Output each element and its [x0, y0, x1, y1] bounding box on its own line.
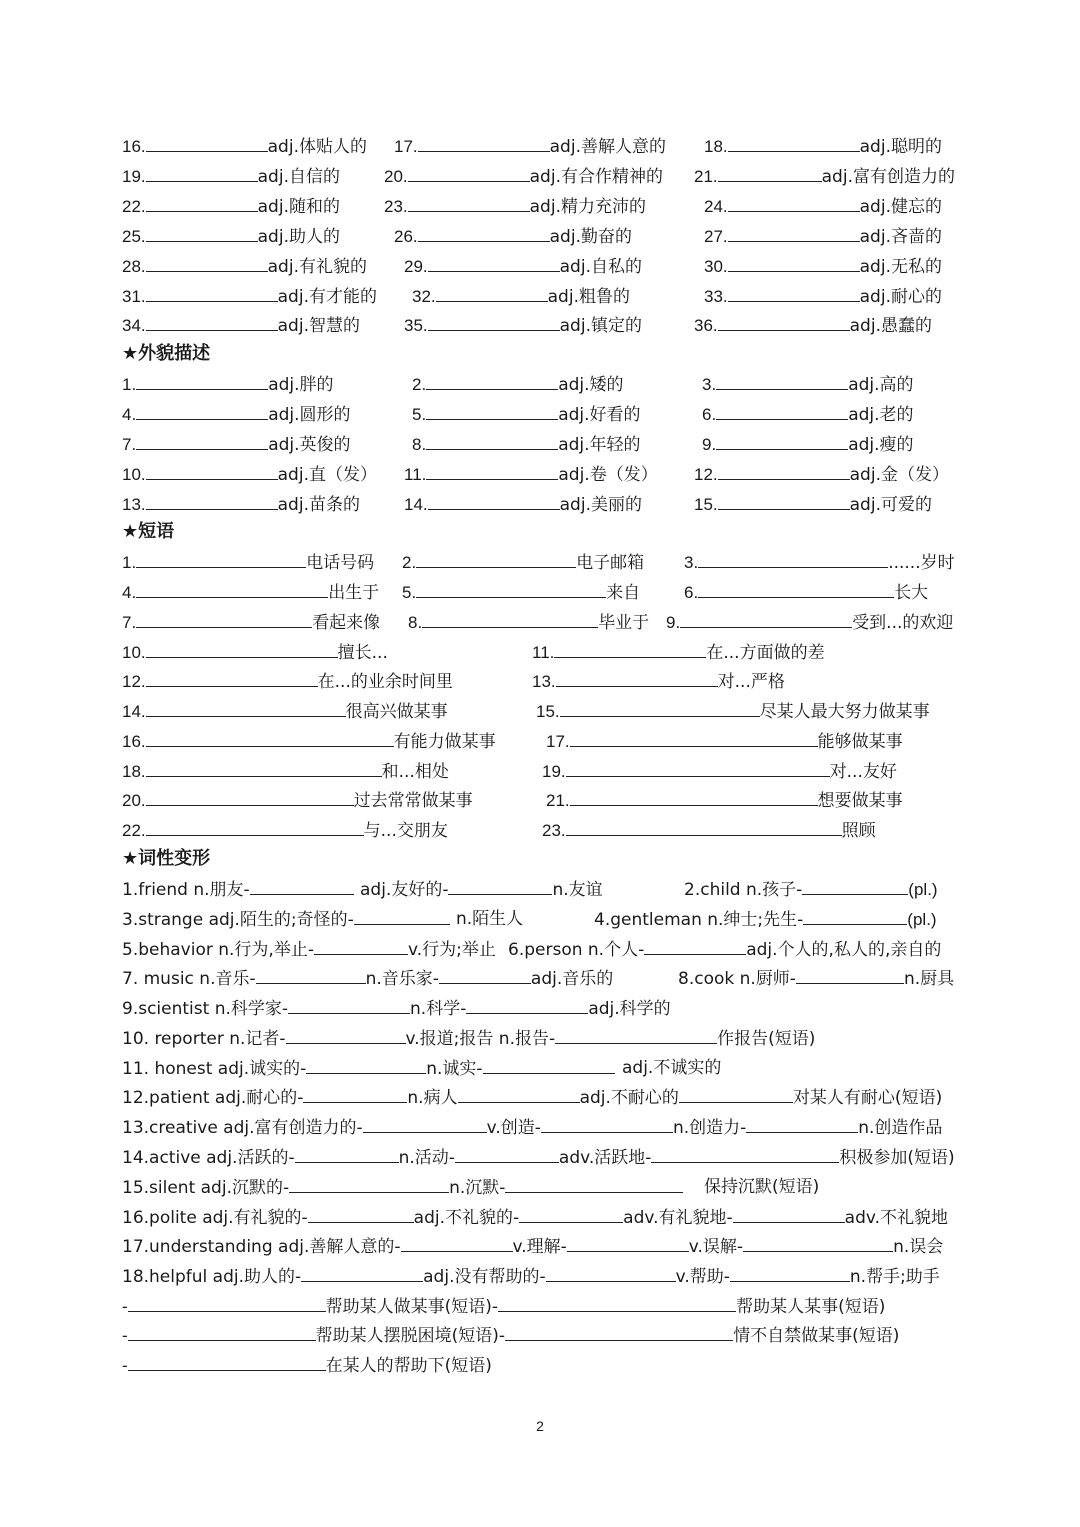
- vocab-item: 13. adj.苗条的: [122, 492, 360, 517]
- vocab-item: 14. adj.美丽的: [404, 492, 642, 517]
- vocab-item: 9. adj.瘦的: [702, 432, 914, 457]
- phrase-item: 11. 在...方面做的差: [532, 640, 825, 665]
- phrase-item: 2. 电子邮箱: [402, 550, 644, 575]
- appearance-heading: ★外貌描述: [122, 343, 211, 364]
- phrase-item: 5. 来自: [402, 580, 640, 605]
- phrase-item: 19. 对...友好: [542, 759, 897, 784]
- vocab-item: 6. adj.老的: [702, 402, 914, 427]
- phrase-item: 17. 能够做某事: [546, 729, 903, 754]
- phrase-item: 18. 和...相处: [122, 759, 449, 784]
- vocab-item: 21. adj.富有创造力的: [694, 164, 955, 189]
- vocab-item: 19. adj.自信的: [122, 164, 340, 189]
- page-number: 2: [536, 1418, 544, 1434]
- vocab-item: 20. adj.有合作精神的: [384, 164, 663, 189]
- phrase-item: 7. 看起来像: [122, 610, 380, 635]
- vocab-item: 28. adj.有礼貌的: [122, 254, 367, 279]
- vocab-item: 18. adj.聪明的: [704, 134, 942, 159]
- phrase-item: 15. 尽某人最大努力做某事: [536, 699, 930, 724]
- phrase-item: 4. 出生于: [122, 580, 379, 605]
- vocab-item: 27. adj.吝啬的: [704, 224, 942, 249]
- phrase-item: 10. 擅长...: [122, 640, 388, 665]
- vocab-item: 36. adj.愚蠢的: [694, 313, 932, 338]
- vocab-item: 33. adj.耐心的: [704, 284, 942, 309]
- vocab-item: 2. adj.矮的: [412, 372, 624, 397]
- phrase-item: 13. 对...严格: [532, 669, 785, 694]
- vocab-item: 26. adj.勤奋的: [394, 224, 632, 249]
- phrase-item: 6. 长大: [684, 580, 928, 605]
- vocab-item: 4. adj.圆形的: [122, 402, 351, 427]
- phrase-item: 3. ......岁时: [684, 550, 955, 575]
- vocab-item: 32. adj.粗鲁的: [412, 284, 630, 309]
- vocab-item: 22. adj.随和的: [122, 194, 340, 219]
- phrase-item: 21. 想要做某事: [546, 788, 903, 813]
- phrase-item: 20. 过去常常做某事: [122, 788, 473, 813]
- vocab-item: 35. adj.镇定的: [404, 313, 642, 338]
- vocab-item: 30. adj.无私的: [704, 254, 942, 279]
- vocab-item: 7. adj.英俊的: [122, 432, 351, 457]
- vocab-item: 16. adj.体贴人的: [122, 134, 367, 159]
- vocab-item: 25. adj.助人的: [122, 224, 340, 249]
- vocab-item: 23. adj.精力充沛的: [384, 194, 646, 219]
- vocab-item: 1. adj.胖的: [122, 372, 334, 397]
- vocab-item: 10. adj.直（发）: [122, 462, 377, 487]
- vocab-item: 15. adj.可爱的: [694, 492, 932, 517]
- phrase-item: 8. 毕业于: [408, 610, 649, 635]
- phrase-item: 14. 很高兴做某事: [122, 699, 448, 724]
- vocab-item: 3. adj.高的: [702, 372, 914, 397]
- vocab-item: 24. adj.健忘的: [704, 194, 942, 219]
- vocab-item: 17. adj.善解人意的: [394, 134, 666, 159]
- phrase-item: 16. 有能力做某事: [122, 729, 496, 754]
- phrase-item: 9. 受到...的欢迎: [666, 610, 953, 635]
- phrase-item: 1. 电话号码: [122, 550, 374, 575]
- vocab-item: 34. adj.智慧的: [122, 313, 360, 338]
- phrase-item: 22. 与...交朋友: [122, 818, 448, 843]
- vocab-item: 8. adj.年轻的: [412, 432, 641, 457]
- phrase-item: 23. 照顾: [542, 818, 876, 843]
- phrase-item: 12. 在...的业余时间里: [122, 669, 453, 694]
- vocab-item: 5. adj.好看的: [412, 402, 641, 427]
- word-forms-heading: ★词性变形: [122, 848, 211, 869]
- vocab-item: 12. adj.金（发）: [694, 462, 949, 487]
- phrases-heading: ★短语: [122, 521, 175, 542]
- vocab-item: 29. adj.自私的: [404, 254, 642, 279]
- vocab-item: 31. adj.有才能的: [122, 284, 377, 309]
- vocab-item: 11. adj.卷（发）: [404, 462, 658, 487]
